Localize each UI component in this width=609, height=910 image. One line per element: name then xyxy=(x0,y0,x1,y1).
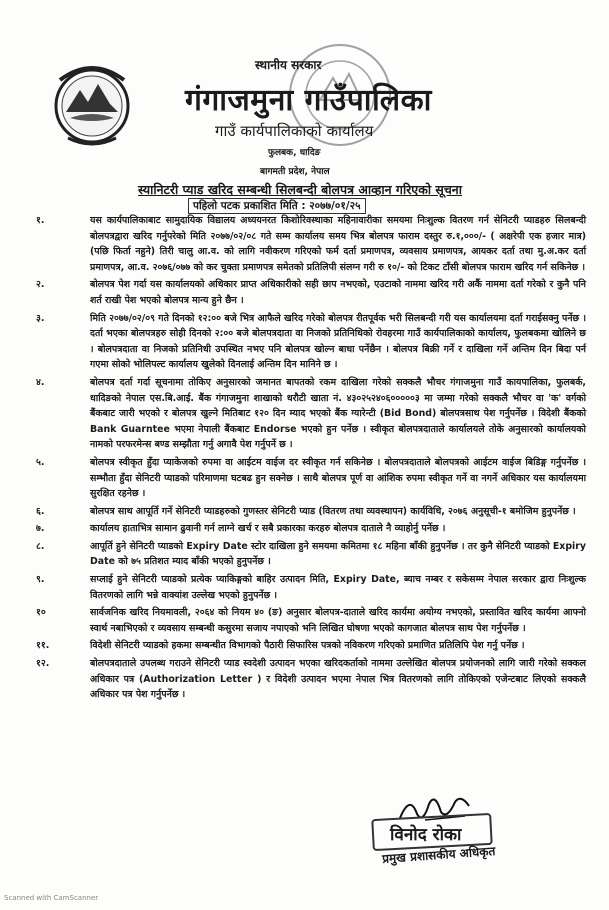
clause-item xyxy=(30,277,586,308)
signatory-title: प्रमुख प्रशासकीय अधिकृत xyxy=(381,844,496,866)
header-municipality-name: गंगाजमुना गाउँपालिका xyxy=(185,83,432,118)
clause-text: कार्यालय हाताभित्र सामान ढुवानी गर्न लाग्ने खर्च र सबै प्रकारका करहरु बोलपत्र दाताले नै व्याहोर्नु पर्नेछ । xyxy=(90,523,446,535)
clause-item xyxy=(30,638,586,654)
clause-number: १२. xyxy=(36,658,50,670)
header-address: फुलबक, धादिङ xyxy=(268,148,321,158)
clause-item xyxy=(30,521,586,537)
clause-number: ३. xyxy=(36,312,45,324)
clause-item xyxy=(30,213,586,275)
clause-text: आपूर्ति हुने सेनिटरी प्याडको Expiry Date स्टोर दाखिला हुने समयमा कमितमा १८ महिना बाँकी हुनुपर्नेछ । तर कुनै सेनिटरी प्याडको Expiry Date को ७५ प्रतिशत म्याद बाँकी भएको हुनुपर्नेछ । xyxy=(90,540,586,568)
clause-item xyxy=(30,504,586,520)
clause-number: १. xyxy=(36,215,45,226)
clause-text: विदेशी सेनिटरी प्याडको हकमा सम्बन्धीत विभागको पैठारी सिफारिस पत्रको नविकरण गरिएको प्रमाणित प्रतिलिपि पेश गर्नु पर्नेछ । xyxy=(90,640,525,652)
clause-item xyxy=(30,311,586,373)
clause-number: ९. xyxy=(36,574,45,586)
clause-text: सप्लाई हुने सेनिटरी प्याडको प्रत्येक प्याकिङ्गको बाहिर उत्पादन मिति, Expiry Date, ब्याच नम्बर र सकेसम्म नेपाल सरकार द्वारा निःशुल्क वितरणको लागि भन्ने वाक्यांश उल्लेख भएको हुनुपर्नेछ । xyxy=(90,574,586,601)
clause-text: बोलपत्रदाताले उपलब्ध गराउने सेनिटरी प्याड स्वदेशी उत्पादन भएका खरिदकर्ताको नाममा उल्लेखित बोलपत्र प्रयोजनको लागि जारी गरेको सक्कल अधिकार पत्र (Authorization Letter ) र विदेशी उत्पादन भएमा नेपाल भित्र वितरणको लागि तोकिएको एजेन्टबाट लिएको सक्कलै अधिकार पत्र पेश गर्नुपर्नेछ । xyxy=(90,658,586,701)
notice-publish-date: पहिलो पटक प्रकाशित मिति : २०७७/०१/२५ xyxy=(188,198,366,214)
clause-text: बोलपत्र पेश गर्दा यस कार्यालयको अधिकार प्राप्त अधिकारीको सही छाप नभएको, एउटाको नाममा खरिद गरी अर्कै नाममा दर्ता गरेको र कुनै पनि शर्त राखी पेश भएको बोलपत्र मान्य हुने छैन । xyxy=(90,279,586,306)
clause-item xyxy=(30,656,586,703)
clause-text: यस कार्यपालिकाबाट सामुदायिक विद्यालय अध्ययनरत किशोरिवस्थाका महिनावारीका समयमा निःशुल्क वितरण गर्न सेनिटरी प्याडहरु सिलबन्दी बोलपत्रद्वारा खरिद गर्नुपरेको मिति २०७७/०२/०८ गते सम्म कार्यालय समय भित्र बोलपत्र फाराम दस्तुर रु.१,०००/- ( अक्षरेपी एक हजार मात्र) (पछि फिर्ता नहुने) तिरी चालु आ.व. को लागि नवीकरण गरिएको फर्म दर्ता प्रमाणपत्र, व्यवसाय प्रमाणपत्र, आयकर दर्ता तथा मु.अ.कर दर्ता प्रमाणपत्र, आ.व. २०७६/०७७ को कर चुक्ता प्रमाणपत्र समेतको प्रतिलिपी संलग्न गरी रु १०/- को टिकट टाँसी बोलपत्र फाराम खरिद गर्न सकिनेछ । xyxy=(90,215,586,273)
notice-subject: स्यानिटरी प्याड खरिद सम्बन्धी सिलबन्दी बोलपत्र आव्हान गरिएको सूचना xyxy=(138,182,462,197)
clause-number: ११. xyxy=(36,640,50,652)
clause-item xyxy=(30,572,586,603)
clause-text: बोलपत्र दर्ता गर्दा सूचनामा तोकिए अनुसारको जमानत बापतको रकम दाखिला गरेको सक्कलै भौचर गंगाजमुना गाउँ कायपालिका, फुलबर्क, धादिङको नेपाल एस.बि.आई. बैंक गंगाजमुना शाखाको धरौटी खाता नं. ४३०२५२४०६०००००३ मा जम्मा गरेको सक्कलै भौचर वा 'क' वर्गको बैंकबाट जारी भएको र बोलपत्र खुल्ने मितिबाट १२० दिन म्याद भएको बैंक ग्यारेन्टी (Bid Bond) बोलपत्रसाथ पेश गर्नुपर्नेछ । विदेशी बैंकको Bank Guarntee भएमा नेपाली बैंकबाट Endorse भएको हुन पर्नेछ । स्वीकृत बोलपत्रदाताले कार्यालयले तोके अनुसारको कार्यालयको नामको परफरमेन्स बण्ड सम्झौता गर्नु अगावै पेश गर्नुपर्ने छ । xyxy=(90,376,586,451)
clause-number: १० xyxy=(36,607,46,619)
header-province: बागमती प्रदेश, नेपाल xyxy=(260,167,330,177)
nepal-emblem-icon xyxy=(48,60,136,148)
scanner-watermark: Scanned with CamScanner xyxy=(4,894,99,902)
header-local-government: स्थानीय सरकार xyxy=(255,58,322,72)
clause-number: ५. xyxy=(36,456,45,468)
clause-number: ७. xyxy=(36,523,45,535)
clause-text: मिति २०७७/०२/०९ गते दिनको १२:०० बजे भित्र आफैले खरिद गरेको बोलपत्र रीतपूर्वक भरी सिलबन्दी गरी यस कार्यालयमा दर्ता गराईसक्नु पर्नेछ । दर्ता भएका बोलपत्रहरु सोही दिनको २:०० बजे बोलपत्रदाता वा निजको प्रतिनिधिको रोवहरमा गाउँ कार्यपालिकाको कार्यालय, फुलबकमा खोलिने छ । बोलपत्रदाता वा निजको प्रतिनिधी उपस्थित नभए पनि बोलपत्र खोल्न बाधा पर्नेछैन । बोलपत्र बिक्री गर्ने र दाखिला गर्ने अन्तिम दिन बिदा पर्न गएमा सोको भोलिपल्ट कार्यालय खुलेको दिनलाई अन्तिम दिन मानिने छ । xyxy=(90,312,586,371)
clause-number: २. xyxy=(36,279,45,291)
header-office-name: गाउँ कार्यपालिकाको कार्यालय xyxy=(215,122,374,140)
clause-number: ४. xyxy=(36,376,45,388)
clause-text: सार्वजनिक खरिद नियमावली, २०६४ को नियम ४० (ङ) अनुसार बोलपत्र-दाताले खरिद कार्यमा अयोग्य नभएको, प्रस्तावित खरिद कार्यमा आफ्नो स्वार्थ नबाभिएको र व्यवसाय सम्बन्धी कसुरमा सजाय नपाएको भनि लिखित घोषणा भएको कागजात बोलपत्र साथ पेश गर्नुपर्नेछ । xyxy=(90,607,586,634)
clause-item xyxy=(30,539,586,570)
clause-item xyxy=(30,455,586,502)
signatory-name: विनोद रोका xyxy=(390,825,462,845)
clause-number: ६. xyxy=(36,505,45,517)
clause-text: बोलपत्र साथ आपूर्ति गर्ने सेनिटरी प्याडहरुको गुणस्तर सेनिटरी प्याड (वितरण तथा व्यवस्थापन) कार्यविधि, २०७६ अनुसूची-१ बमोजिम हुनुपर्नेछ । xyxy=(90,505,576,517)
clause-text: बोलपत्र स्वीकृत हुँदा प्याकेजको रुपमा वा आईटम वाईज दर स्वीकृत गर्न सकिनेछ । बोलपत्रदाताले बोलपत्रको आईटम वाईज बिडिङ्ग गर्नुपर्नेछ । सम्भौता हुँदा सेनिटरी प्याडको परिमाणमा घटबढ हुन सक्नेछ । साथै बोलपत्र पूर्ण वा आंशिक रुपमा स्वीकृत गर्ने वा नगर्ने अधिकार यस कार्यालयमा सुरक्षित रहनेछ । xyxy=(90,456,586,500)
clause-item xyxy=(30,375,586,453)
clause-number: ८. xyxy=(36,540,45,552)
notice-clauses xyxy=(30,213,586,705)
clause-item xyxy=(30,605,586,636)
